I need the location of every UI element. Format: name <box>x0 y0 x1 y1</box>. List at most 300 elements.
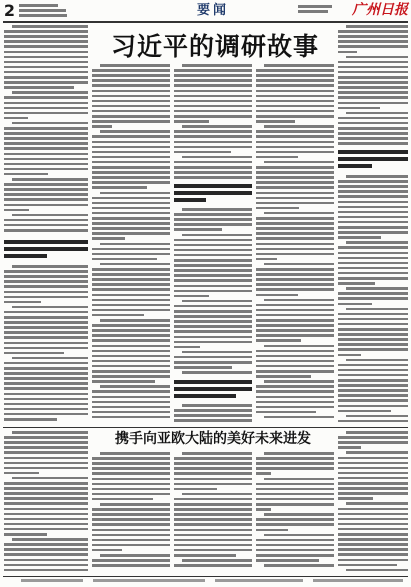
text-line <box>4 508 88 511</box>
text-line <box>256 100 334 103</box>
text-line <box>92 258 157 261</box>
text-line <box>264 534 334 537</box>
text-line <box>256 135 334 138</box>
subheading-line <box>338 164 372 168</box>
text-line <box>338 76 408 79</box>
text-line <box>346 287 408 290</box>
article-text-block <box>256 452 334 574</box>
text-line <box>174 228 222 231</box>
text-line <box>338 513 408 516</box>
article-text-block <box>338 431 408 574</box>
text-line <box>4 285 88 288</box>
text-line <box>256 360 334 363</box>
text-line <box>256 350 334 353</box>
text-line <box>346 451 408 454</box>
text-line <box>346 431 408 434</box>
text-line <box>4 403 88 406</box>
edition-info <box>19 4 69 20</box>
text-line <box>4 81 88 84</box>
text-line <box>256 411 316 414</box>
text-line <box>100 385 170 388</box>
text-line <box>338 338 408 341</box>
text-line <box>92 564 170 567</box>
text-line <box>346 25 408 28</box>
text-line <box>4 193 88 196</box>
text-line <box>174 218 252 221</box>
article-subheading <box>174 184 252 205</box>
text-line <box>100 503 170 506</box>
text-line <box>92 202 170 205</box>
text-line <box>338 201 408 204</box>
text-line <box>4 158 88 161</box>
text-line <box>256 406 334 409</box>
text-line <box>264 380 334 383</box>
page-header <box>0 0 411 21</box>
text-line <box>92 472 170 475</box>
text-line <box>256 283 334 286</box>
text-line <box>338 523 408 526</box>
text-line <box>256 355 334 358</box>
text-line <box>346 241 408 244</box>
text-line <box>174 356 252 359</box>
text-line <box>4 311 88 314</box>
text-line <box>4 142 88 145</box>
text-line <box>174 539 252 542</box>
text-line <box>174 472 252 475</box>
text-line <box>256 217 334 220</box>
text-line <box>256 339 301 342</box>
text-line <box>92 186 147 189</box>
text-line <box>338 226 408 229</box>
subheading-line <box>4 254 47 258</box>
text-line <box>338 497 373 500</box>
text-line <box>338 122 408 125</box>
text-line <box>338 236 381 239</box>
text-line <box>92 166 170 169</box>
text-line <box>4 35 88 38</box>
text-line <box>298 5 332 8</box>
text-line <box>256 375 311 378</box>
text-line <box>174 259 252 262</box>
text-line <box>256 304 334 307</box>
text-line <box>338 297 408 300</box>
text-line <box>338 462 408 465</box>
text-line <box>92 115 170 118</box>
text-line <box>4 188 88 191</box>
text-line <box>92 523 170 526</box>
text-line <box>4 528 88 531</box>
text-line <box>92 390 170 393</box>
text-line <box>12 178 88 181</box>
text-line <box>4 127 88 130</box>
text-line <box>338 343 408 346</box>
text-line <box>174 483 252 486</box>
text-line <box>92 539 170 542</box>
text-line <box>4 107 88 110</box>
text-line <box>4 132 88 135</box>
text-line <box>92 268 170 271</box>
text-line <box>4 30 88 33</box>
text-line <box>256 253 334 256</box>
text-line <box>174 95 252 98</box>
text-line <box>338 107 380 110</box>
text-line <box>12 91 88 94</box>
text-line <box>4 548 88 551</box>
text-line <box>4 457 88 460</box>
text-line <box>256 539 334 542</box>
text-line <box>338 467 408 470</box>
text-line <box>256 74 334 77</box>
text-line <box>338 399 408 402</box>
text-line <box>256 467 334 470</box>
text-line <box>256 141 334 144</box>
text-line <box>338 190 408 193</box>
text-line <box>256 197 334 200</box>
text-line <box>346 112 408 115</box>
text-line <box>4 316 88 319</box>
text-line <box>174 409 252 412</box>
text-line <box>338 216 408 219</box>
text-line <box>174 534 252 537</box>
text-line <box>92 69 170 72</box>
text-line <box>346 415 408 418</box>
text-line <box>4 367 88 370</box>
text-line <box>338 518 408 521</box>
text-line <box>92 100 170 103</box>
text-line <box>92 181 170 184</box>
text-line <box>174 79 252 82</box>
text-line <box>338 180 408 183</box>
text-line <box>92 135 170 138</box>
text-line <box>182 452 252 455</box>
text-line <box>4 270 88 273</box>
text-line <box>338 132 408 135</box>
text-line <box>338 30 408 33</box>
text-line <box>92 95 170 98</box>
second-article-headline: 携手向亚欧大陆的美好未来进发 <box>115 431 311 447</box>
text-line <box>92 488 170 491</box>
text-line <box>19 9 66 12</box>
text-line <box>256 258 277 261</box>
text-line <box>92 232 170 235</box>
footer-text-segment <box>313 579 403 582</box>
text-line <box>92 529 170 532</box>
article-text-block <box>256 64 334 425</box>
text-line <box>256 207 299 210</box>
text-line <box>338 374 408 377</box>
text-line <box>174 254 252 257</box>
text-line <box>100 130 170 133</box>
text-line <box>256 115 334 118</box>
text-line <box>4 61 88 64</box>
text-line <box>4 559 88 562</box>
text-line <box>256 288 334 291</box>
text-line <box>174 141 252 144</box>
text-line <box>92 549 122 552</box>
text-line <box>338 410 391 413</box>
text-line <box>264 64 334 67</box>
footer-text-segment <box>93 579 205 582</box>
text-line <box>4 102 88 105</box>
text-line <box>264 299 334 302</box>
text-line <box>338 142 408 145</box>
text-line <box>338 221 408 224</box>
text-line <box>338 477 408 480</box>
text-line <box>174 166 252 169</box>
text-line <box>174 457 252 460</box>
text-line <box>338 252 408 255</box>
text-line <box>256 401 334 404</box>
text-line <box>4 564 88 567</box>
text-line <box>4 487 88 490</box>
text-line <box>256 151 334 154</box>
text-line <box>256 462 334 465</box>
text-line <box>4 96 88 99</box>
text-line <box>174 478 252 481</box>
page-number: 2 <box>3 1 16 20</box>
text-line <box>4 472 39 475</box>
text-line <box>92 197 170 200</box>
subheading-line <box>174 198 206 202</box>
text-line <box>338 61 408 64</box>
text-line <box>264 452 334 455</box>
subheading-line <box>174 184 252 188</box>
text-line <box>92 380 155 383</box>
date-info <box>298 5 346 20</box>
text-line <box>4 204 88 207</box>
text-line <box>338 389 408 392</box>
article-subheading <box>174 380 252 401</box>
text-line <box>256 549 334 552</box>
text-line <box>174 518 252 521</box>
text-line <box>256 493 334 496</box>
text-line <box>174 290 252 293</box>
text-line <box>182 234 252 237</box>
text-line <box>4 229 88 232</box>
text-line <box>256 329 334 332</box>
text-line <box>4 224 88 227</box>
text-line <box>92 248 170 251</box>
text-line <box>174 336 252 339</box>
text-line <box>4 51 88 54</box>
text-line <box>174 554 236 557</box>
text-line <box>4 462 88 465</box>
article-text-block <box>174 404 252 425</box>
text-line <box>4 275 88 278</box>
text-line <box>338 231 408 234</box>
text-line <box>4 66 88 69</box>
text-line <box>92 329 170 332</box>
text-line <box>338 71 408 74</box>
text-line <box>338 405 408 408</box>
text-line <box>338 379 408 382</box>
text-line <box>256 192 334 195</box>
text-line <box>182 64 252 67</box>
text-line <box>256 518 334 521</box>
text-line <box>338 282 375 285</box>
text-line <box>92 151 170 154</box>
text-line <box>4 482 88 485</box>
text-line <box>92 355 170 358</box>
text-line <box>256 319 334 322</box>
text-line <box>338 262 408 265</box>
text-line <box>174 74 252 77</box>
text-line <box>92 304 170 307</box>
section-divider-rule <box>3 427 408 428</box>
text-line <box>12 265 88 268</box>
text-line <box>4 382 88 385</box>
text-line <box>92 416 170 419</box>
text-line <box>338 457 408 460</box>
text-line <box>256 181 334 184</box>
text-line <box>4 513 88 516</box>
text-line <box>256 130 334 133</box>
text-line <box>338 51 357 54</box>
text-line <box>92 294 170 297</box>
text-line <box>92 299 170 302</box>
text-line <box>174 223 252 226</box>
text-line <box>174 264 252 267</box>
text-line <box>338 559 408 562</box>
text-line <box>256 156 298 159</box>
text-line <box>92 360 170 363</box>
text-line <box>338 364 408 367</box>
text-line <box>174 269 252 272</box>
text-line <box>338 91 408 94</box>
text-line <box>92 288 170 291</box>
text-line <box>100 64 170 67</box>
text-line <box>264 564 334 567</box>
text-line <box>174 414 252 417</box>
text-line <box>256 110 334 113</box>
text-line <box>346 502 408 505</box>
text-line <box>92 457 170 460</box>
text-line <box>4 553 88 556</box>
text-line <box>256 544 334 547</box>
text-line <box>4 408 88 411</box>
article-text-block <box>338 175 408 425</box>
text-line <box>256 202 334 205</box>
text-line <box>92 478 170 481</box>
text-line <box>338 369 408 372</box>
text-line <box>92 350 170 353</box>
text-line <box>174 285 252 288</box>
text-line <box>92 146 170 149</box>
text-line <box>256 457 334 460</box>
article-subheading <box>338 150 408 172</box>
text-line <box>338 137 408 140</box>
text-line <box>4 45 88 48</box>
subheading-line <box>338 157 408 161</box>
text-line <box>12 122 88 125</box>
text-line <box>174 513 252 516</box>
text-line <box>4 209 29 212</box>
text-line <box>100 554 170 557</box>
text-line <box>346 56 408 59</box>
text-line <box>4 436 88 439</box>
article-text-block <box>92 64 170 425</box>
text-line <box>4 446 88 449</box>
text-line <box>264 263 334 266</box>
text-line <box>256 278 334 281</box>
text-line <box>174 549 252 552</box>
text-line <box>92 406 170 409</box>
text-line <box>264 125 334 128</box>
text-line <box>4 543 88 546</box>
text-line <box>92 365 170 368</box>
subheading-line <box>174 387 252 391</box>
text-line <box>174 176 252 179</box>
text-line <box>338 206 408 209</box>
text-line <box>256 370 334 373</box>
text-line <box>338 354 361 357</box>
article-text-block <box>174 64 252 182</box>
text-line <box>174 239 252 242</box>
text-line <box>174 419 252 422</box>
text-line <box>100 452 170 455</box>
text-line <box>92 217 170 220</box>
text-line <box>174 508 252 511</box>
text-line <box>256 385 334 388</box>
text-line <box>264 513 334 516</box>
text-line <box>174 249 252 252</box>
text-line <box>182 300 252 303</box>
text-line <box>92 544 170 547</box>
text-line <box>256 472 271 475</box>
text-line <box>338 384 408 387</box>
text-line <box>4 342 88 345</box>
text-line <box>92 345 170 348</box>
text-line <box>174 130 252 133</box>
text-line <box>92 171 170 174</box>
text-line <box>174 325 252 328</box>
text-line <box>174 462 252 465</box>
text-line <box>256 84 334 87</box>
text-line <box>256 396 334 399</box>
text-line <box>174 135 252 138</box>
text-line <box>92 110 170 113</box>
text-line <box>256 294 298 297</box>
text-line <box>256 222 334 225</box>
text-line <box>264 416 334 419</box>
text-line <box>182 208 252 211</box>
text-line <box>92 227 170 230</box>
article-subheading <box>4 240 88 262</box>
footer-rule <box>3 576 408 577</box>
text-line <box>346 359 408 362</box>
text-line <box>174 544 252 547</box>
text-line <box>4 163 88 166</box>
text-line <box>4 533 47 536</box>
text-line <box>174 120 209 123</box>
text-line <box>338 66 408 69</box>
text-line <box>256 483 334 486</box>
text-line <box>338 277 408 280</box>
text-line <box>92 375 170 378</box>
text-line <box>338 538 408 541</box>
text-line <box>256 503 334 506</box>
text-line <box>338 508 408 511</box>
text-line <box>256 166 334 169</box>
text-line <box>4 336 88 339</box>
text-line <box>174 146 252 149</box>
text-line <box>92 283 170 286</box>
text-line <box>174 523 252 526</box>
text-line <box>92 237 125 240</box>
text-line <box>338 303 372 306</box>
text-line <box>338 487 408 490</box>
footer-text-segment <box>21 579 83 582</box>
